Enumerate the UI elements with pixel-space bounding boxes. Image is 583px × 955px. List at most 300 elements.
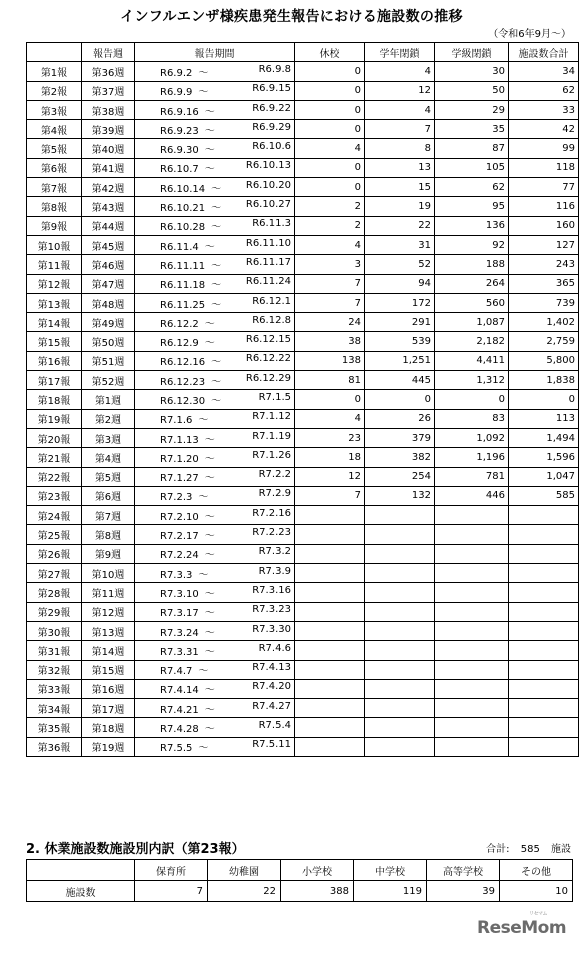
table-row [27,699,579,718]
report-week-cell: 第17週 [82,699,135,718]
school-closure-cell [295,621,365,640]
header-cell: 休校 [295,43,365,62]
report-number-cell: 第24報 [27,506,82,525]
facility-total-cell: 33 [509,100,579,119]
report-number-cell: 第26報 [27,544,82,563]
report-period-cell [135,506,295,525]
report-number-cell: 第27報 [27,564,82,583]
class-closure-cell [435,564,509,583]
period-tilde: ～ [204,724,215,736]
report-period-cell [135,525,295,544]
header-cell: 学級閉鎖 [435,43,509,62]
facility-total-cell: 2,759 [509,332,579,351]
table-row [27,506,579,525]
table-row [27,486,579,505]
facility-total-cell [509,506,579,525]
period-end: R6.9.22 [252,102,291,114]
report-period-cell [135,332,295,351]
report-week-cell: 第7週 [82,506,135,525]
period-start: R6.12.30 [160,395,206,407]
class-closure-cell: 264 [435,274,509,293]
grade-closure-cell: 94 [365,274,435,293]
header-cell: 施設数合計 [509,43,579,62]
school-closure-cell [295,737,365,756]
school-closure-cell: 0 [295,158,365,177]
value-cell: 39 [427,881,500,902]
table-row [27,293,579,312]
value-cell: 119 [354,881,427,902]
report-number-cell: 第12報 [27,274,82,293]
header-cell: 学年閉鎖 [365,43,435,62]
period-start: R7.2.17 [160,531,199,543]
table-row [27,62,579,81]
period-tilde: ～ [204,627,215,639]
school-closure-cell [295,699,365,718]
table-row [27,390,579,409]
header-cell: 幼稚園 [208,860,281,881]
grade-closure-cell: 172 [365,293,435,312]
report-number-cell: 第10報 [27,235,82,254]
period-end: R7.1.19 [252,430,291,442]
facility-count-table [26,42,579,757]
period-tilde: ～ [211,183,222,195]
period-end: R7.2.23 [252,527,291,539]
table-row [27,255,579,274]
period-end: R7.5.4 [258,720,291,732]
table-row [27,313,579,332]
report-number-cell: 第21報 [27,448,82,467]
period-tilde: ～ [204,453,215,465]
period-start: R7.1.27 [160,473,199,485]
header-cell: 高等学校 [427,860,500,881]
grade-closure-cell: 539 [365,332,435,351]
report-number-cell: 第4報 [27,120,82,139]
period-start: R6.10.14 [160,183,206,195]
period-tilde: ～ [204,646,215,658]
report-week-cell: 第1週 [82,390,135,409]
period-end: R6.12.22 [245,353,291,365]
total-value: 585 [520,844,540,855]
report-number-cell: 第22報 [27,467,82,486]
report-week-cell: 第37週 [82,81,135,100]
report-number-cell: 第32報 [27,660,82,679]
facility-total-cell [509,525,579,544]
period-start: R7.3.10 [160,588,199,600]
class-closure-cell: 105 [435,158,509,177]
period-start: R7.2.10 [160,511,199,523]
table-row [27,197,579,216]
school-closure-cell: 2 [295,216,365,235]
report-period-cell [135,448,295,467]
period-start: R6.9.30 [160,145,199,157]
class-closure-cell: 95 [435,197,509,216]
report-number-cell: 第19報 [27,409,82,428]
period-start: R6.9.2 [160,67,193,79]
table-row [27,235,579,254]
report-week-cell: 第14週 [82,641,135,660]
period-end: R7.3.23 [252,604,291,616]
period-end: R7.1.26 [252,449,291,461]
class-closure-cell: 188 [435,255,509,274]
period-start: R6.12.23 [160,376,206,388]
report-number-cell: 第29報 [27,602,82,621]
report-week-cell: 第44週 [82,216,135,235]
table-row [27,178,579,197]
school-closure-cell: 0 [295,81,365,100]
facility-total-cell [509,737,579,756]
period-start: R6.11.25 [160,299,206,311]
report-number-cell: 第28報 [27,583,82,602]
period-tilde: ～ [204,531,215,543]
value-cell: 388 [281,881,354,902]
school-closure-cell [295,506,365,525]
period-tilde: ～ [211,395,222,407]
report-period-cell [135,390,295,409]
table-row [27,467,579,486]
header-cell: 報告期間 [135,43,295,62]
report-number-cell: 第6報 [27,158,82,177]
period-end: R7.2.16 [252,507,291,519]
report-period-cell [135,544,295,563]
class-closure-cell: 4,411 [435,351,509,370]
header-cell [27,860,135,881]
report-period-cell [135,699,295,718]
facility-total-cell [509,699,579,718]
page-subtitle: （令和6年9月～） [488,29,571,40]
report-week-cell: 第46週 [82,255,135,274]
report-week-cell: 第41週 [82,158,135,177]
period-start: R7.3.24 [160,627,199,639]
grade-closure-cell: 1,251 [365,351,435,370]
report-period-cell [135,467,295,486]
report-week-cell: 第40週 [82,139,135,158]
grade-closure-cell: 132 [365,486,435,505]
facility-total-cell: 585 [509,486,579,505]
facility-total-cell [509,718,579,737]
period-tilde: ～ [198,569,209,581]
class-closure-cell: 446 [435,486,509,505]
facility-total-cell [509,660,579,679]
facility-total-cell: 118 [509,158,579,177]
header-cell: 報告週 [82,43,135,62]
header-cell: 小学校 [281,860,354,881]
report-number-cell: 第2報 [27,81,82,100]
class-closure-cell: 1,087 [435,313,509,332]
school-closure-cell [295,718,365,737]
period-end: R6.9.15 [252,83,291,95]
period-start: R7.2.24 [160,550,199,562]
report-number-cell: 第11報 [27,255,82,274]
school-closure-cell [295,544,365,563]
header-cell: その他 [500,860,573,881]
report-week-cell: 第36週 [82,62,135,81]
period-tilde: ～ [198,492,209,504]
report-period-cell [135,602,295,621]
report-period-cell [135,409,295,428]
school-closure-cell: 18 [295,448,365,467]
period-tilde: ～ [204,588,215,600]
school-closure-cell: 4 [295,139,365,158]
grade-closure-cell: 4 [365,62,435,81]
class-closure-cell: 50 [435,81,509,100]
report-number-cell: 第33報 [27,679,82,698]
school-closure-cell: 3 [295,255,365,274]
period-end: R7.3.16 [252,584,291,596]
class-closure-cell: 560 [435,293,509,312]
period-tilde: ～ [204,164,215,176]
header-cell: 保育所 [135,860,208,881]
table-row [27,100,579,119]
page-title: インフルエンザ様疾患発生報告における施設数の推移 [120,9,463,25]
table-row [27,602,579,621]
period-start: R7.1.20 [160,453,199,465]
grade-closure-cell: 22 [365,216,435,235]
report-week-cell: 第13週 [82,621,135,640]
period-end: R6.12.29 [245,372,291,384]
report-number-cell: 第36報 [27,737,82,756]
report-period-cell [135,718,295,737]
period-start: R7.4.21 [160,704,199,716]
grade-closure-cell: 26 [365,409,435,428]
header-cell [27,43,82,62]
breakdown-header-row [27,860,573,881]
report-week-cell: 第43週 [82,197,135,216]
period-end: R7.5.11 [252,739,291,751]
period-tilde: ～ [204,511,215,523]
facility-total-cell [509,544,579,563]
period-start: R7.1.6 [160,415,193,427]
period-start: R6.11.18 [160,280,206,292]
period-tilde: ～ [211,222,222,234]
report-number-cell: 第5報 [27,139,82,158]
period-tilde: ～ [211,203,222,215]
table-header-row [27,43,579,62]
report-period-cell [135,371,295,390]
table-row [27,216,579,235]
facility-total-cell: 0 [509,390,579,409]
school-closure-cell: 7 [295,486,365,505]
grade-closure-cell: 379 [365,428,435,447]
report-number-cell: 第23報 [27,486,82,505]
report-week-cell: 第52週 [82,371,135,390]
period-tilde: ～ [211,280,222,292]
table-row [27,351,579,370]
facility-total-cell: 160 [509,216,579,235]
period-tilde: ～ [198,415,209,427]
period-start: R6.11.11 [160,260,206,272]
period-tilde: ～ [211,260,222,272]
grade-closure-cell [365,525,435,544]
table-row [27,371,579,390]
breakdown-data-row [27,881,573,902]
class-closure-cell: 1,312 [435,371,509,390]
class-closure-cell: 62 [435,178,509,197]
grade-closure-cell: 12 [365,81,435,100]
period-end: R7.4.13 [252,662,291,674]
value-cell: 7 [135,881,208,902]
period-end: R7.1.5 [258,391,291,403]
report-number-cell: 第35報 [27,718,82,737]
school-closure-cell: 4 [295,409,365,428]
report-number-cell: 第34報 [27,699,82,718]
school-closure-cell [295,602,365,621]
grade-closure-cell: 31 [365,235,435,254]
period-tilde: ～ [211,299,222,311]
facility-total-cell [509,621,579,640]
facility-total-cell: 365 [509,274,579,293]
report-week-cell: 第16週 [82,679,135,698]
grade-closure-cell: 445 [365,371,435,390]
period-start: R6.12.16 [160,357,206,369]
facility-total-cell: 113 [509,409,579,428]
period-end: R7.4.6 [258,642,291,654]
period-end: R6.10.6 [252,141,291,153]
period-tilde: ～ [198,67,209,79]
section2-header [26,838,571,857]
period-end: R7.3.2 [258,546,291,558]
table-row [27,641,579,660]
period-start: R7.3.17 [160,608,199,620]
report-week-cell: 第2週 [82,409,135,428]
report-week-cell: 第15週 [82,660,135,679]
period-tilde: ～ [204,145,215,157]
period-start: R6.9.23 [160,125,199,137]
report-number-cell: 第30報 [27,621,82,640]
class-closure-cell: 136 [435,216,509,235]
period-tilde: ～ [204,685,215,697]
report-week-cell: 第42週 [82,178,135,197]
table-row [27,448,579,467]
report-period-cell [135,660,295,679]
school-closure-cell: 12 [295,467,365,486]
school-closure-cell [295,525,365,544]
total-label: 合計: [486,844,510,855]
facility-total-cell [509,641,579,660]
table-row [27,679,579,698]
report-period-cell [135,216,295,235]
report-week-cell: 第4週 [82,448,135,467]
report-week-cell: 第10週 [82,564,135,583]
school-closure-cell: 23 [295,428,365,447]
school-closure-cell: 7 [295,293,365,312]
report-period-cell [135,293,295,312]
facility-total-cell: 77 [509,178,579,197]
period-tilde: ～ [204,106,215,118]
report-week-cell: 第45週 [82,235,135,254]
report-period-cell [135,100,295,119]
period-tilde: ～ [204,434,215,446]
table-row [27,544,579,563]
grade-closure-cell: 19 [365,197,435,216]
report-period-cell [135,564,295,583]
class-closure-cell [435,737,509,756]
facility-total-cell: 1,838 [509,371,579,390]
report-number-cell: 第7報 [27,178,82,197]
period-tilde: ～ [204,704,215,716]
grade-closure-cell: 52 [365,255,435,274]
grade-closure-cell [365,641,435,660]
period-end: R6.9.29 [252,121,291,133]
class-closure-cell: 87 [435,139,509,158]
report-number-cell: 第9報 [27,216,82,235]
period-start: R6.10.21 [160,203,206,215]
school-closure-cell: 24 [295,313,365,332]
period-tilde: ～ [204,550,215,562]
report-week-cell: 第9週 [82,544,135,563]
class-closure-cell [435,525,509,544]
report-period-cell [135,621,295,640]
report-number-cell: 第31報 [27,641,82,660]
row-label: 施設数 [27,881,135,902]
period-tilde: ～ [204,125,215,137]
period-start: R7.4.7 [160,666,193,678]
section2-title: 2. 休業施設数施設別内訳（第23報） [26,842,245,857]
class-closure-cell: 30 [435,62,509,81]
table-row [27,428,579,447]
report-week-cell: 第51週 [82,351,135,370]
logo-text: ReseMom [477,918,567,938]
table-row [27,158,579,177]
grade-closure-cell [365,564,435,583]
period-start: R7.3.31 [160,646,199,658]
facility-total-cell: 34 [509,62,579,81]
facility-total-cell: 1,494 [509,428,579,447]
class-closure-cell: 92 [435,235,509,254]
report-week-cell: 第50週 [82,332,135,351]
table-row [27,660,579,679]
report-week-cell: 第49週 [82,313,135,332]
school-closure-cell: 0 [295,120,365,139]
report-period-cell [135,274,295,293]
total-unit: 施設 [551,844,571,855]
value-cell: 10 [500,881,573,902]
period-tilde: ～ [211,357,222,369]
report-number-cell: 第20報 [27,428,82,447]
period-tilde: ～ [211,376,222,388]
school-closure-cell [295,679,365,698]
report-number-cell: 第8報 [27,197,82,216]
period-start: R6.10.28 [160,222,206,234]
period-end: R7.3.30 [252,623,291,635]
report-week-cell: 第3週 [82,428,135,447]
class-closure-cell [435,679,509,698]
period-tilde: ～ [204,473,215,485]
period-start: R6.11.4 [160,241,199,253]
period-start: R7.2.3 [160,492,193,504]
report-period-cell [135,81,295,100]
class-closure-cell: 1,092 [435,428,509,447]
period-end: R6.10.13 [245,160,291,172]
report-period-cell [135,255,295,274]
report-period-cell [135,679,295,698]
facility-total-cell: 127 [509,235,579,254]
grade-closure-cell [365,679,435,698]
period-end: R6.12.15 [245,334,291,346]
grade-closure-cell: 8 [365,139,435,158]
table-row [27,621,579,640]
report-period-cell [135,178,295,197]
report-period-cell [135,197,295,216]
grade-closure-cell: 13 [365,158,435,177]
grade-closure-cell: 254 [365,467,435,486]
school-closure-cell: 4 [295,235,365,254]
grade-closure-cell [365,660,435,679]
class-closure-cell: 781 [435,467,509,486]
table-row [27,583,579,602]
period-end: R6.12.8 [252,314,291,326]
grade-closure-cell: 4 [365,100,435,119]
class-closure-cell: 1,196 [435,448,509,467]
